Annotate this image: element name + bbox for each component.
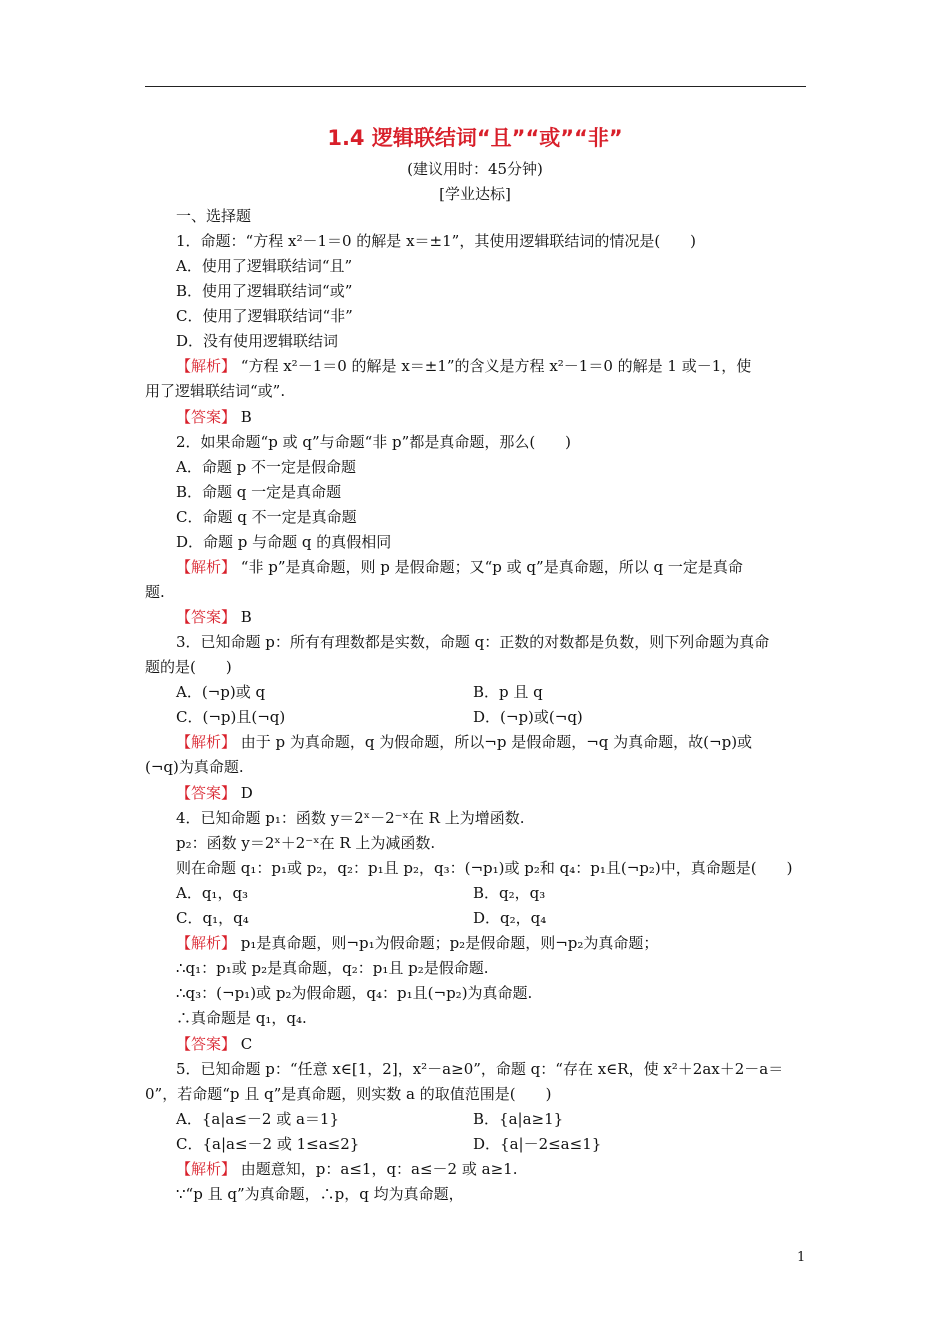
line-text: 题的是( )	[145, 658, 232, 676]
line-text: A．(¬p)或 q	[176, 683, 266, 701]
line-text: 题.	[145, 583, 165, 601]
text-line	[176, 1009, 307, 1027]
line-text: ∴q₁：p₁或 p₂是真命题，q₂：p₁且 p₂是假命题.	[176, 959, 489, 977]
line-text: 则在命题 q₁：p₁或 p₂，q₂：p₁且 p₂，q₃：(¬p₁)或 p₂和 q₄：p₁且(¬p₂)中，真命题是( )	[176, 859, 793, 877]
text-line	[176, 959, 489, 977]
page-title: 1.4 逻辑联结词“且”“或”“非”	[327, 126, 623, 150]
text-line	[176, 1160, 517, 1178]
text-line	[176, 1110, 339, 1128]
line-text: 1．命题：“方程 x²－1＝0 的解是 x＝±1”，其使用逻辑联结词的情况是( )	[176, 232, 697, 250]
option-right: B．{a|a≥1}	[473, 1110, 564, 1128]
text-line	[176, 483, 341, 501]
option-right: B．q₂，q₃	[473, 884, 546, 902]
answer-tag: 【解析】	[176, 558, 237, 576]
line-text: “方程 x²－1＝0 的解是 x＝±1”的含义是方程 x²－1＝0 的解是 1 或－1，使	[236, 357, 752, 375]
text-line	[145, 658, 232, 676]
text-line	[176, 408, 252, 426]
line-text: (¬q)为真命题.	[145, 758, 244, 776]
answer-tag: 【解析】	[176, 733, 237, 751]
time-hint: (建议用时：45分钟)	[407, 160, 543, 178]
line-text: 3．已知命题 p：所有有理数都是实数，命题 q：正数的对数都是负数，则下列命题为真命	[176, 633, 770, 651]
line-text: “非 p”是真命题，则 p 是假命题；又“p 或 q”是真命题，所以 q 一定是真命	[236, 558, 743, 576]
page-number: 1	[797, 1250, 806, 1265]
text-line	[176, 1135, 359, 1153]
answer-tag: 【解析】	[176, 934, 237, 952]
answer-tag: 【答案】	[176, 408, 237, 426]
text-line	[176, 357, 751, 375]
text-line	[176, 1035, 252, 1053]
line-text: A．使用了逻辑联结词“且”	[176, 257, 353, 275]
line-text: ∴真命题是 q₁，q₄.	[176, 1009, 307, 1027]
option-right: D．q₂，q₄	[473, 909, 547, 927]
text-line	[176, 307, 353, 325]
line-text: C．q₁，q₄	[176, 909, 249, 927]
line-text: 用了逻辑联结词“或”.	[145, 382, 286, 400]
answer-tag: 【答案】	[176, 1035, 237, 1053]
line-text: A．q₁，q₃	[176, 884, 249, 902]
answer-tag: 【答案】	[176, 608, 237, 626]
line-text: B．命题 q 一定是真命题	[176, 483, 342, 501]
line-text: 0”，若命题“p 且 q”是真命题，则实数 a 的取值范围是( )	[145, 1085, 552, 1103]
text-line	[176, 909, 249, 927]
line-text: B．使用了逻辑联结词“或”	[176, 282, 353, 300]
line-text: B	[236, 608, 252, 626]
line-text: D．没有使用逻辑联结词	[176, 332, 339, 350]
line-text: 5．已知命题 p：“任意 x∈[1，2]，x²－a≥0”，命题 q：“存在 x∈R，使 x²＋2ax＋2－a＝	[176, 1060, 784, 1078]
line-text: 4．已知命题 p₁：函数 y＝2ˣ－2⁻ˣ在 R 上为增函数.	[176, 809, 525, 827]
text-line	[176, 984, 532, 1002]
line-text: 由题意知，p：a≤1，q：a≤－2 或 a≥1.	[236, 1160, 518, 1178]
text-line	[176, 633, 769, 651]
text-line	[176, 608, 252, 626]
text-line	[176, 809, 525, 827]
text-line	[176, 859, 792, 877]
line-text: A．命题 p 不一定是假命题	[176, 458, 356, 476]
line-text: p₂：函数 y＝2ˣ＋2⁻ˣ在 R 上为减函数.	[176, 834, 436, 852]
text-line	[176, 458, 356, 476]
line-text: 一、选择题	[176, 207, 252, 225]
answer-tag: 【解析】	[176, 357, 237, 375]
line-text: 由于 p 为真命题，q 为假命题，所以¬p 是假命题，¬q 为真命题，故(¬p)或	[236, 733, 753, 751]
text-line	[176, 733, 752, 751]
line-text: p₁是真命题，则¬p₁为假命题；p₂是假命题，则¬p₂为真命题；	[236, 934, 659, 952]
answer-tag: 【答案】	[176, 784, 237, 802]
text-line	[176, 533, 391, 551]
header-rule	[145, 86, 806, 87]
line-text: C．使用了逻辑联结词“非”	[176, 307, 353, 325]
text-line	[176, 207, 251, 225]
answer-tag: 【解析】	[176, 1160, 237, 1178]
text-line	[176, 683, 265, 701]
line-text: B	[236, 408, 252, 426]
line-text: 2．如果命题“p 或 q”与命题“非 p”都是真命题，那么( )	[176, 433, 572, 451]
line-text: C．(¬p)且(¬q)	[176, 708, 286, 726]
line-text: D	[236, 784, 253, 802]
line-text: ∵“p 且 q”为真命题，∴p，q 均为真命题，	[176, 1185, 464, 1203]
text-line	[145, 583, 165, 601]
text-line	[176, 934, 658, 952]
line-text: D．命题 p 与命题 q 的真假相同	[176, 533, 392, 551]
text-line	[176, 433, 571, 451]
line-text: C．{a|a≤－2 或 1≤a≤2}	[176, 1135, 360, 1153]
text-line	[176, 784, 253, 802]
line-text: ∴q₃：(¬p₁)或 p₂为假命题，q₄：p₁且(¬p₂)为真命题.	[176, 984, 533, 1002]
text-line	[176, 884, 248, 902]
text-line	[176, 257, 352, 275]
line-text: A．{a|a≤－2 或 a＝1}	[176, 1110, 339, 1128]
line-text: C	[236, 1035, 253, 1053]
text-line	[176, 232, 696, 250]
line-text: C．命题 q 不一定是真命题	[176, 508, 357, 526]
text-line	[145, 758, 244, 776]
option-right: D．(¬p)或(¬q)	[473, 708, 583, 726]
text-line	[176, 508, 357, 526]
text-line	[176, 708, 285, 726]
option-right: B．p 且 q	[473, 683, 543, 701]
text-line	[176, 332, 338, 350]
text-line	[176, 558, 743, 576]
text-line	[145, 382, 285, 400]
section-label: [学业达标]	[439, 185, 511, 203]
text-line	[145, 1085, 551, 1103]
text-line	[176, 834, 435, 852]
text-line	[176, 1185, 464, 1203]
text-line	[176, 282, 352, 300]
option-right: D．{a|－2≤a≤1}	[473, 1135, 602, 1153]
text-line	[176, 1060, 783, 1078]
